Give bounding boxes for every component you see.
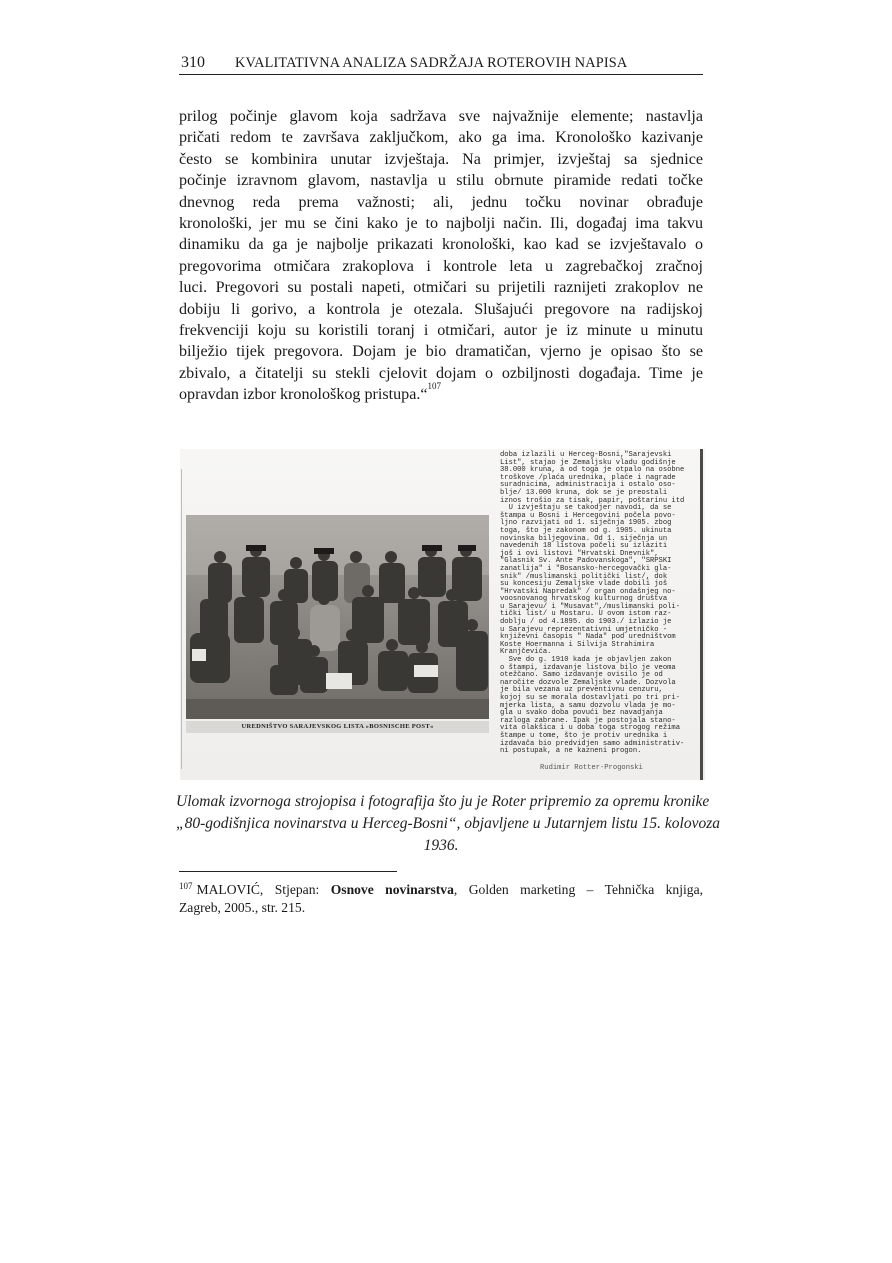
typescript-line: u Sarajevu/ i "Musavat",/muslimanski poli-	[500, 602, 680, 611]
typescript-line: ljno razvijati od 1. siječnja 1905. zbog	[500, 519, 672, 528]
typescript-line: ni postupak, a ne kazneni progon.	[500, 747, 642, 756]
caption-line: Ulomak izvornoga strojopisa i fotografija što ju je Roter pripremio za opremu kronike	[176, 793, 710, 810]
footnote-separator	[179, 871, 397, 872]
typescript-line: Koste Hoermanna i Silvija Strahimira	[500, 640, 655, 649]
body-last-line-text: opravdan izbor kronološkog pristupa.“	[179, 386, 428, 404]
caption-line: 1936.	[423, 837, 459, 854]
body-line: prilog počinje glavom koja sadržava sve najvažnije elemente; nastavlja	[179, 108, 703, 125]
photo-caption: UREDNIŠTVO SARAJEVSKOG LISTA »BOSNISCHE POST«	[186, 721, 489, 733]
typescript-line: U izvještaju se takodjer navodi, da se	[500, 504, 672, 513]
typescript-line: snik" /muslimanski politički list/, dok	[500, 572, 668, 581]
body-paragraph	[179, 106, 703, 405]
typescript-line: doba izlazili u Herceg-Bosni,"Sarajevski	[500, 451, 672, 459]
body-line: zbivalo, a čitatelji su stekli cjelovit dojam o ozbiljnosti događaja. Time je	[179, 364, 703, 382]
caption-line: „80-godišnjica novinarstva u Herceg-Bosni“, objavljene u Jutarnjem listu 15. kolovoza	[176, 815, 721, 832]
group-photo-image	[186, 515, 489, 719]
footnote-number: 107	[179, 881, 193, 891]
typescript-line: iznos trošio za tisak, papir, poštarinu itd	[500, 496, 685, 505]
running-header	[179, 52, 703, 75]
footnote-line: Zagreb, 2005., str. 215.	[179, 900, 306, 915]
body-line: frekvenciji koju su koristili toranj i otmičari, autor je iz minute u minutu	[179, 321, 703, 339]
typescript-line: otežčano. Samo izdavanje ovisilo je od	[500, 671, 663, 680]
figure-caption	[176, 791, 721, 857]
typescript-line: Kranjčevića.	[500, 648, 552, 657]
footnote-title: Osnove novinarstva	[330, 882, 454, 897]
typescript-line: zanatlija" i "Bosansko-hercegovački gla-	[500, 564, 672, 573]
typescript-line: o štampi, izdavanje listova bilo je veoma	[500, 663, 676, 672]
body-line: dinamiku da ga je najbolje prikazati kronološki, kao kad se izvještavalo o	[179, 236, 703, 254]
group-photograph	[186, 515, 489, 719]
footnote-publisher: , Golden marketing – Tehnička knjiga,	[453, 882, 704, 897]
body-last-line	[179, 381, 703, 405]
scan-left-edge	[181, 469, 182, 769]
typescript-signature: Rudimir Rotter-Progonski	[540, 763, 643, 772]
footnote-line	[179, 881, 703, 899]
typescript-line: književni časopis " Nada" pod uredništvom	[500, 633, 676, 642]
scan-right-edge	[700, 449, 703, 780]
typescript-line: naročite dozvole Zemaljske vlade. Dozvola	[500, 678, 676, 687]
typescript-line: gla u svako doba povući bez navadjanja	[500, 709, 663, 718]
footnote-author: MALOVIĆ, Stjepan:	[196, 882, 331, 897]
body-line: dobiju li gorivo, a kontrola je otezala. Slušajući pregovore na radijskoj	[179, 300, 703, 318]
body-line: luci. Pregovori su postali napeti, otmičari su prijetili raznijeti zrakoplov ne	[179, 279, 703, 297]
typescript-line: tički list/ u Mostaru. U ovom istom raz-	[500, 610, 672, 619]
typescript-line: navedenih 18 listova počeli su izlaziti	[500, 542, 668, 551]
typescript-line: doblju / od 4.1895. do 1903./ izlazio je	[500, 618, 672, 627]
footnote-reference[interactable]: 107	[427, 381, 442, 392]
figure-scan	[180, 449, 705, 780]
body-line: dnevnog reda prema važnosti; ali, jednu točku novinar obrađuje	[179, 193, 703, 211]
body-line: pričati redom te završava zaključkom, ako ga ima. Kronološko kazivanje	[179, 129, 703, 147]
typescript-line: kojoj su se morala dostavljati po tri pri-	[500, 694, 680, 702]
typescript-line: "Glasnik Sv. Ante Padovanskoga", "SRPSKI	[500, 557, 672, 566]
page-number: 310	[181, 54, 205, 71]
typescript-line: još i ovi listovi "Hrvatski Dnevnik",	[500, 549, 659, 558]
typescript-line: blje/ 13.000 kruna, dok se je preostali	[500, 488, 668, 497]
body-line: počinje izravnom glavom, nastavlja u stilu obrnute piramide redati točke	[179, 172, 703, 190]
typescript-line: voosnovanog hrvatskog kulturnog društva	[500, 595, 668, 604]
typescript-line: 38.000 kruna, a od toga je otpalo na osobne	[500, 466, 685, 475]
typescript-line: su koncesiju Zemaljske vlade dobili još	[500, 580, 668, 589]
body-line: pregovorima otmičara zrakoplova i kontrole leta u zagrebačkoj zračnoj	[179, 257, 703, 275]
typescript-line: novinska biljegovina. Od 1. siječnja un	[500, 534, 668, 543]
typescript-line: vita olakšica i u doba toga strogog režima	[500, 724, 680, 733]
typescript-line: troškove /plaća urednika, plaće i nagrade	[500, 473, 676, 482]
typescript-line: mjerka lista, a samu dozvolu vlada je mo-	[500, 701, 676, 710]
footnote	[179, 881, 703, 917]
body-line: bilježio tijek pregovora. Dojam je bio dramatičan, vjerno je opisao što se	[179, 343, 703, 361]
typescript-line: suradnicima, administracija i ostalo oso-	[500, 481, 676, 490]
typescript-line: List", stajao je Zemaljsku vladu godišnje	[500, 458, 676, 467]
running-title: KVALITATIVNA ANALIZA SADRŽAJA ROTEROVIH NAPISA	[235, 55, 628, 71]
typescript-line: u Sarajevu reprezentativni umjetničko -	[500, 625, 668, 634]
typescript-line: razloga zabrane. Ipak je postojala stano-	[500, 716, 676, 725]
typescript-line: toga, što je zakonom od g. 1905. ukinuta	[500, 526, 672, 535]
typescript-line: izdavača bio predvidjen samo administrativ-	[500, 739, 685, 748]
typescript-line: štampe u tome, što je protiv urednika i	[500, 731, 668, 740]
typescript-line: "Hrvatski Napredak" / organ ondašnjeg no-	[500, 587, 676, 596]
typescript-text	[500, 452, 697, 773]
body-line: često se kombinira unutar izvještaja. Na primjer, izvještaj sa sjednice	[179, 150, 703, 168]
typescript-line: štampa u Bosni i Hercegovini počela povo-	[500, 511, 676, 520]
typescript-line: Sve do g. 1910 kada je objavljen zakon	[500, 656, 672, 665]
body-line: kronološki, jer mu se čini kako je to najbolji način. Ili, događaj ima takvu	[179, 214, 703, 232]
typescript-line: je bila vezana uz preventivnu cenzuru,	[500, 686, 663, 695]
